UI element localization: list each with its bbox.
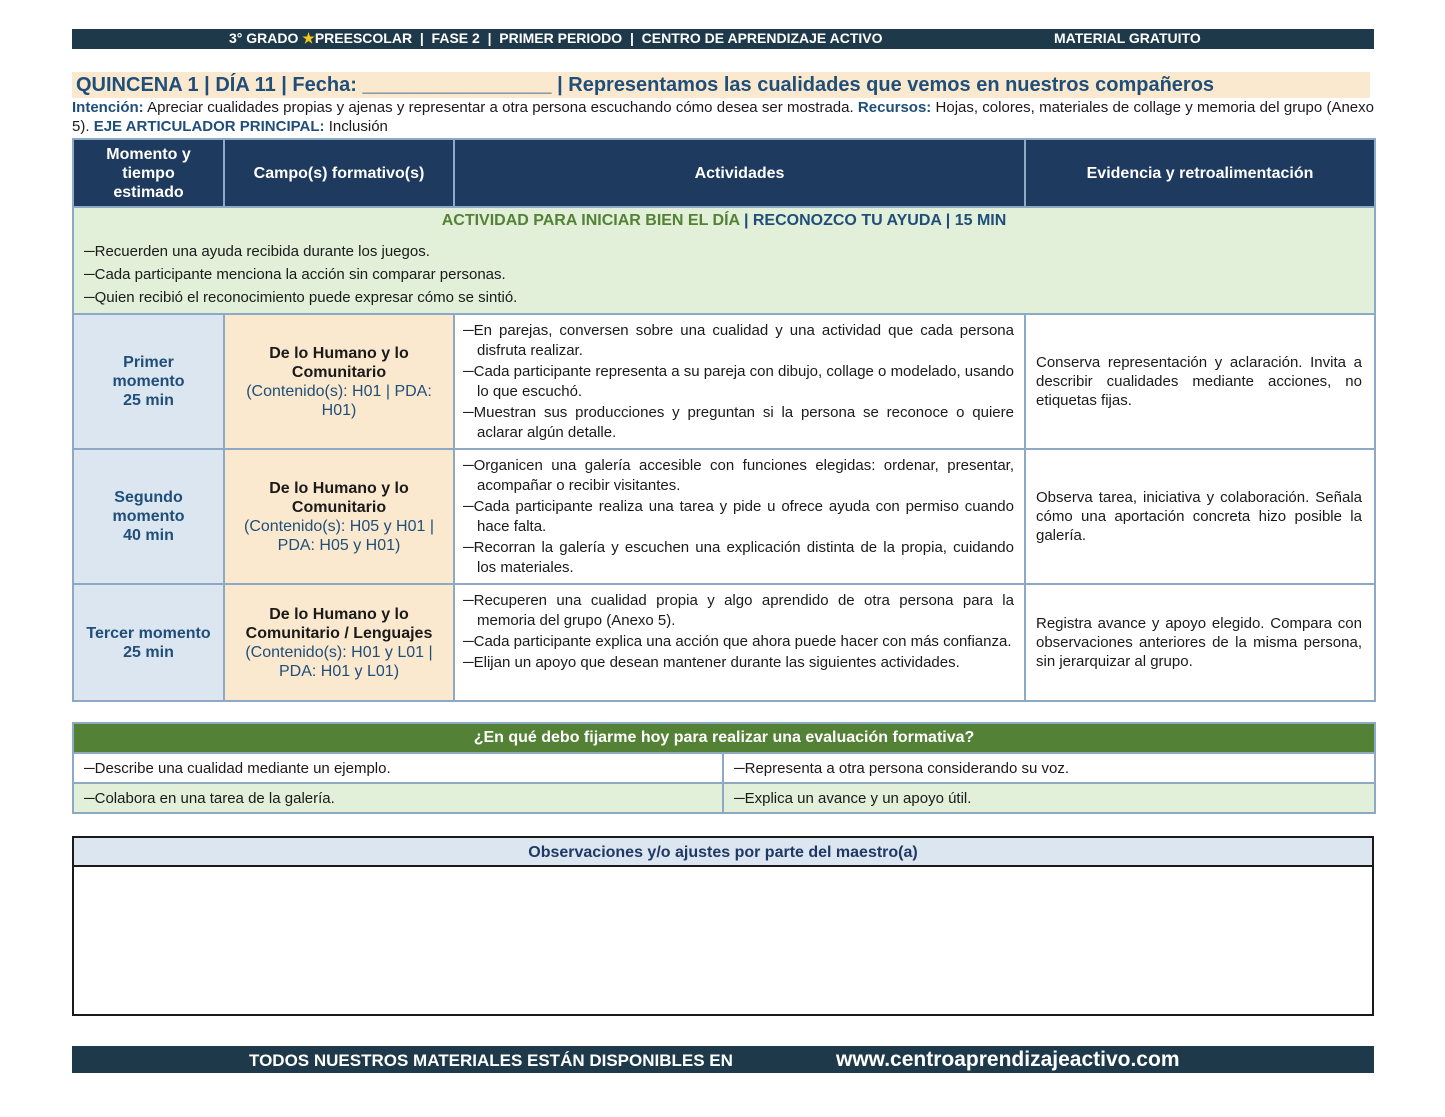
campo-contenido: (Contenido(s): H01 y L01 | PDA: H01 y L01)	[245, 643, 433, 680]
activity-item: ─Cada participante realiza una tarea y pide u ofrece ayuda con permiso cuando hace falta.	[463, 498, 1014, 535]
moment-cell: Primer momento 25 min	[73, 314, 224, 449]
activity-item: ─Elijan un apoyo que desean mantener durante las siguientes actividades.	[463, 654, 960, 671]
activity-item: ─En parejas, conversen sobre una cualidad y una actividad que cada persona disfruta realizar.	[463, 322, 1014, 359]
moment-row-2	[73, 449, 1375, 584]
header-campo: Campo(s) formativo(s)	[224, 139, 454, 207]
campo-name: De lo Humano y lo Comunitario	[269, 344, 409, 381]
campo-cell	[224, 449, 454, 584]
intencion-text: Apreciar cualidades propias y ajenas y representar a otra persona escuchando cómo desea ser mostrada.	[143, 99, 858, 116]
activity-item: ─Cada participante explica una acción que ahora puede hacer con más confianza.	[463, 633, 1012, 650]
campo-name: De lo Humano y lo Comunitario / Lenguajes	[245, 605, 433, 642]
start-activity-title: ACTIVIDAD PARA INICIAR BIEN EL DÍA | RECONOZCO TU AYUDA | 15 MIN	[441, 212, 1007, 229]
start-activity-row	[73, 207, 1375, 314]
campo-cell	[224, 584, 454, 701]
activities-cell	[454, 449, 1025, 584]
evaluation-table	[72, 722, 1376, 814]
observations-box	[72, 836, 1374, 1016]
activity-item: ─Recorran la galería y escuchen una explicación distinta de la propia, cuidando los materiales.	[463, 539, 1014, 576]
plan-table-header	[73, 139, 1375, 207]
header-evidencia: Evidencia y retroalimentación	[1025, 139, 1375, 207]
top-banner-left: 3° GRADO ★PREESCOLAR | FASE 2 | PRIMER PERIODO | CENTRO DE APRENDIZAJE ACTIVO	[229, 30, 883, 46]
evaluation-item: ─Explica un avance y un apoyo útil.	[723, 783, 1375, 813]
activity-item: ─Cada participante representa a su pareja con dibujo, collage o modelado, usando lo que escuchó.	[463, 363, 1014, 400]
moment-row-3	[73, 584, 1375, 701]
activity-item: ─Recuperen una cualidad propia y algo aprendido de otra persona para la memoria del grupo (Anexo 5).	[463, 592, 1014, 629]
moment-cell: Segundo momento 40 min	[73, 449, 224, 584]
campo-cell	[224, 314, 454, 449]
intencion-label: Intención:	[72, 99, 144, 116]
evaluation-title: ¿En qué debo fijarme hoy para realizar una evaluación formativa?	[73, 723, 1375, 753]
moment-row-1	[73, 314, 1375, 449]
evaluation-item: ─Describe una cualidad mediante un ejemplo.	[73, 753, 723, 783]
start-activity-cell	[73, 207, 1375, 314]
plan-table	[72, 138, 1376, 702]
eje-label: EJE ARTICULADOR PRINCIPAL:	[93, 118, 325, 135]
evaluation-item: ─Colabora en una tarea de la galería.	[73, 783, 723, 813]
moment-cell: Tercer momento 25 min	[73, 584, 224, 701]
activities-cell	[454, 584, 1025, 701]
campo-name: De lo Humano y lo Comunitario	[269, 479, 409, 516]
campo-contenido: (Contenido(s): H05 y H01 | PDA: H05 y H01)	[243, 517, 434, 554]
intro-paragraph	[72, 98, 1374, 136]
top-banner	[72, 29, 1374, 49]
observations-title: Observaciones y/o ajustes por parte del maestro(a)	[74, 838, 1372, 867]
activity-item: ─Muestran sus producciones y preguntan si la persona se reconoce o quiere aclarar algún detalle.	[463, 404, 1014, 441]
activities-cell	[454, 314, 1025, 449]
recursos-label: Recursos:	[857, 99, 932, 116]
top-banner-right: MATERIAL GRATUITO	[1054, 30, 1201, 46]
evidence-cell: Registra avance y apoyo elegido. Compara con observaciones anteriores de la misma persona, sin jerarquizar al grupo.	[1025, 584, 1375, 701]
footer-banner	[72, 1046, 1374, 1073]
activity-item: ─Organicen una galería accesible con funciones elegidas: ordenar, presentar, acompañar o recibir visitantes.	[463, 457, 1014, 494]
header-actividades: Actividades	[454, 139, 1025, 207]
evidence-cell: Observa tarea, iniciativa y colaboración. Señala cómo una aportación concreta hizo posible la galería.	[1025, 449, 1375, 584]
start-item: ─Quien recibió el reconocimiento puede expresar cómo se sintió.	[84, 289, 518, 306]
recursos-text: Hojas, colores, materiales de collage y memoria del grupo (Anexo 5).	[72, 99, 1374, 135]
start-item: ─Recuerden una ayuda recibida durante los juegos.	[84, 243, 430, 260]
header-momento: Momento y tiempo estimado	[73, 139, 224, 207]
footer-url[interactable]: www.centroaprendizajeactivo.com	[836, 1048, 1180, 1071]
page-title: QUINCENA 1 | DÍA 11 | Fecha: _________________ | Representamos las cualidades que vemos en nuestros compañeros	[72, 72, 1370, 98]
evidence-cell: Conserva representación y aclaración. Invita a describir cualidades mediante acciones, no etiquetas fijas.	[1025, 314, 1375, 449]
observations-area[interactable]	[74, 867, 1372, 1014]
campo-contenido: (Contenido(s): H01 | PDA: H01)	[246, 382, 432, 419]
evaluation-item: ─Representa a otra persona considerando su voz.	[723, 753, 1375, 783]
start-item: ─Cada participante menciona la acción sin comparar personas.	[84, 266, 506, 283]
eje-text: Inclusión	[324, 118, 388, 135]
star-icon: ★	[302, 30, 315, 46]
footer-text: TODOS NUESTROS MATERIALES ESTÁN DISPONIBLES EN	[249, 1051, 733, 1070]
